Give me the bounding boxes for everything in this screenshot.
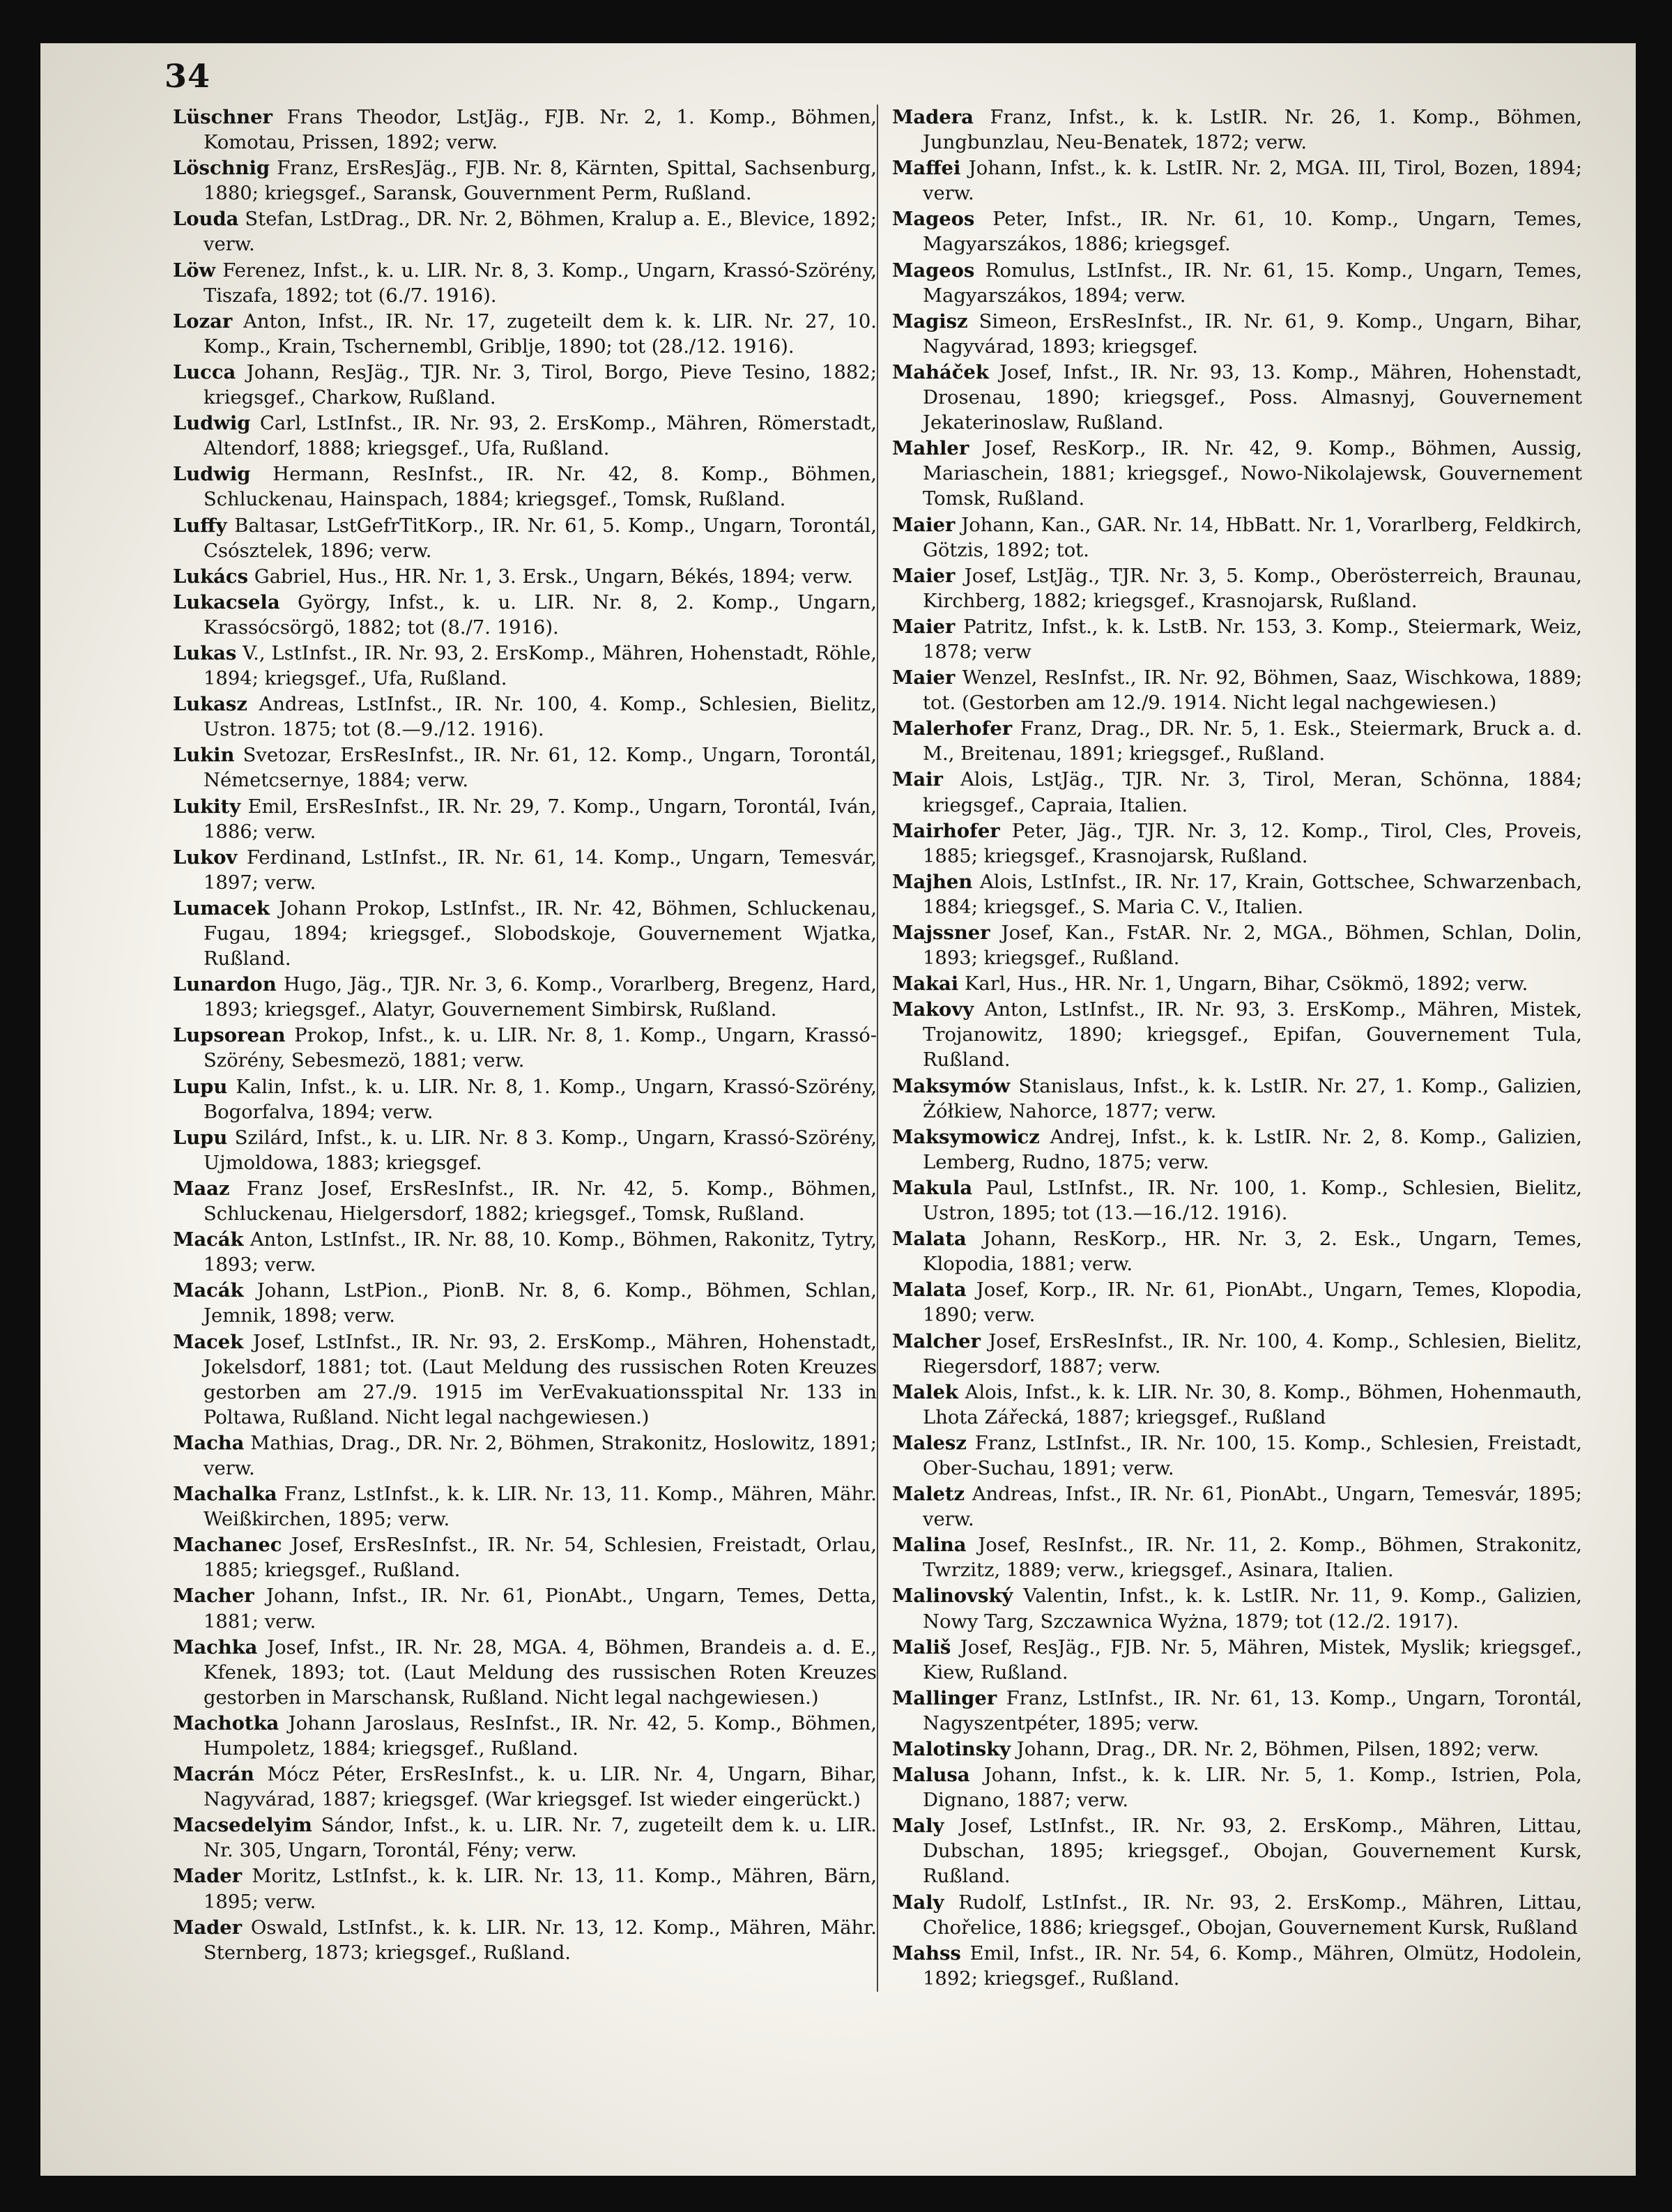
entry-surname: Mageos bbox=[892, 259, 975, 282]
entry-details: Alois, LstInfst., IR. Nr. 17, Krain, Gottschee, Schwarzenbach, 1884; kriegsgef., S. Maria C. V., Italien. bbox=[923, 871, 1582, 918]
entry-surname: Magisz bbox=[892, 310, 968, 333]
list-item bbox=[892, 1329, 1582, 1380]
entry-surname: Löw bbox=[173, 259, 216, 282]
entry-details: Josef, Infst., IR. Nr. 28, MGA. 4, Böhmen, Brandeis a. d. E., Kfenek, 1893; tot. (Laut Meldung des russischen Roten Kreuzes gestorben in Marschansk, Rußland. Nicht legal nachgewiesen.) bbox=[204, 1636, 877, 1709]
entry-surname: Lukity bbox=[173, 795, 241, 818]
entry-details: Romulus, LstInfst., IR. Nr. 61, 15. Komp., Ungarn, Temes, Magyarszákos, 1894; verw. bbox=[923, 259, 1582, 307]
list-item bbox=[892, 614, 1582, 665]
entry-surname: Machalka bbox=[173, 1483, 277, 1506]
entry-details: Sándor, Infst., k. u. LIR. Nr. 7, zugeteilt dem k. u. LIR. Nr. 305, Ungarn, Torontál, Fény; verw. bbox=[204, 1815, 877, 1862]
entry-surname: Machka bbox=[173, 1635, 258, 1658]
entry-surname: Malata bbox=[892, 1279, 967, 1302]
entry-surname: Makai bbox=[892, 972, 959, 996]
list-item bbox=[892, 818, 1582, 869]
list-item bbox=[173, 742, 877, 793]
entry-surname: Lupu bbox=[173, 1075, 228, 1098]
list-item bbox=[173, 513, 877, 564]
entry-details: Emil, ErsResInfst., IR. Nr. 29, 7. Komp., Ungarn, Torontál, Iván, 1886; verw. bbox=[204, 795, 877, 843]
entry-details: György, Infst., k. u. LIR. Nr. 8, 2. Komp., Ungarn, Krassócsörgö, 1882; tot (8./7. 1916). bbox=[204, 591, 877, 639]
entry-surname: Macek bbox=[173, 1330, 244, 1353]
entry-surname: Malata bbox=[892, 1228, 967, 1251]
list-item bbox=[892, 1124, 1582, 1175]
list-item bbox=[892, 1890, 1582, 1941]
list-item bbox=[173, 1481, 877, 1532]
list-item bbox=[173, 258, 877, 309]
entry-details: Mathias, Drag., DR. Nr. 2, Böhmen, Strakonitz, Hoslowitz, 1891; verw. bbox=[204, 1432, 877, 1479]
entry-surname: Lozar bbox=[173, 310, 233, 333]
entry-details: Kalin, Infst., k. u. LIR. Nr. 8, 1. Komp., Ungarn, Krassó-Szörény, Bogorfalva, 1894; verw. bbox=[204, 1076, 877, 1123]
list-item bbox=[892, 1583, 1582, 1634]
entry-surname: Majssner bbox=[892, 922, 990, 944]
entry-details: Hugo, Jäg., TJR. Nr. 3, 6. Komp., Vorarlberg, Bregenz, Hard, 1893; kriegsgef., Alatyr, Gouvernement Simbirsk, Rußland. bbox=[204, 974, 877, 1021]
entry-surname: Macher bbox=[173, 1585, 254, 1608]
entry-details: Johann Prokop, LstInfst., IR. Nr. 42, Böhmen, Schluckenau, Fugau, 1894; kriegsgef., Slobodskoje, Gouvernement Wjatka, Rußland. bbox=[204, 897, 877, 970]
entry-surname: Maksymowicz bbox=[892, 1125, 1040, 1148]
entry-details: Szilárd, Infst., k. u. LIR. Nr. 8 3. Komp., Ungarn, Krassó-Szörény, Ujmoldowa, 1883; kriegsgef. bbox=[204, 1127, 877, 1174]
list-item bbox=[892, 920, 1582, 971]
scan-border-right bbox=[1636, 0, 1672, 2212]
entry-details: Franz, LstInfst., k. k. LIR. Nr. 13, 11. Komp., Mähren, Mähr. Weißkirchen, 1895; verw. bbox=[204, 1483, 877, 1531]
entry-details: Franz Josef, ErsResInfst., IR. Nr. 42, 5. Komp., Böhmen, Schluckenau, Hielgersdorf, 1882; kriegsgef., Tomsk, Rußland. bbox=[204, 1177, 877, 1226]
entry-details: Carl, LstInfst., IR. Nr. 93, 2. ErsKomp., Mähren, Römerstadt, Altendorf, 1888; kriegsgef., Ufa, Rußland. bbox=[204, 413, 877, 460]
list-item bbox=[892, 1686, 1582, 1737]
entry-details: Anton, LstInfst., IR. Nr. 93, 3. ErsKomp., Mähren, Mistek, Trojanowitz, 1890; kriegsgef., Epifan, Gouvernement Tula, Rußland. bbox=[923, 999, 1582, 1071]
entry-details: Simeon, ErsResInfst., IR. Nr. 61, 9. Komp., Ungarn, Bihar, Nagyvárad, 1893; kriegsgef. bbox=[923, 310, 1582, 358]
entry-details: Stanislaus, Infst., k. k. LstIR. Nr. 27, 1. Komp., Galizien, Żółkiew, Nahorce, 1877; verw. bbox=[923, 1075, 1582, 1122]
entry-surname: Maly bbox=[892, 1891, 944, 1914]
list-item bbox=[173, 845, 877, 896]
entry-details: Frans Theodor, LstJäg., FJB. Nr. 2, 1. Komp., Böhmen, Komotau, Prissen, 1892; verw. bbox=[204, 107, 877, 154]
list-item bbox=[173, 1074, 877, 1125]
entry-details: Baltasar, LstGefrTitKorp., IR. Nr. 61, 5. Komp., Ungarn, Torontál, Csósztelek, 1896; verw. bbox=[204, 514, 877, 562]
entry-surname: Louda bbox=[173, 208, 239, 231]
left-column bbox=[173, 105, 877, 1966]
scan-border-top bbox=[0, 0, 1672, 43]
entry-surname: Maly bbox=[892, 1815, 944, 1838]
entry-surname: Malusa bbox=[892, 1764, 970, 1787]
list-item bbox=[892, 1635, 1582, 1686]
entry-surname: Maháček bbox=[892, 360, 989, 383]
list-item bbox=[892, 155, 1582, 206]
entry-details: Stefan, LstDrag., DR. Nr. 2, Böhmen, Kralup a. E., Blevice, 1892; verw. bbox=[204, 208, 877, 256]
entry-details: Josef, ResInfst., IR. Nr. 11, 2. Komp., Böhmen, Strakonitz, Twrzitz, 1889; verw., kriegsgef., Asinara, Italien. bbox=[923, 1534, 1582, 1582]
entry-surname: Lukin bbox=[173, 744, 235, 767]
entry-details: Anton, Infst., IR. Nr. 17, zugeteilt dem k. k. LIR. Nr. 27, 10. Komp., Krain, Tschernembl, Griblje, 1890; tot (28./12. 1916). bbox=[204, 310, 877, 358]
list-item bbox=[173, 1176, 877, 1227]
entry-surname: Maier bbox=[892, 615, 956, 638]
entry-surname: Mageos bbox=[892, 208, 975, 231]
entry-details: Johann, Kan., GAR. Nr. 14, HbBatt. Nr. 1, Vorarlberg, Feldkirch, Götzis, 1892; tot. bbox=[923, 514, 1582, 561]
list-item bbox=[892, 1074, 1582, 1124]
entry-surname: Maier bbox=[892, 666, 956, 689]
list-item bbox=[173, 462, 877, 512]
list-item bbox=[892, 258, 1582, 309]
list-item bbox=[892, 997, 1582, 1073]
entry-details: Karl, Hus., HR. Nr. 1, Ungarn, Bihar, Csökmö, 1892; verw. bbox=[964, 973, 1528, 996]
list-item bbox=[173, 692, 877, 742]
entry-surname: Maaz bbox=[173, 1177, 230, 1200]
entry-surname: Ludwig bbox=[173, 412, 251, 435]
entry-details: Valentin, Infst., k. k. LstIR. Nr. 11, 9. Komp., Galizien, Nowy Targ, Szczawnica Wyżna, 1879; tot (12./2. 1917). bbox=[923, 1585, 1582, 1633]
list-item bbox=[173, 590, 877, 641]
list-item bbox=[892, 309, 1582, 360]
entry-details: Franz, LstInfst., IR. Nr. 61, 13. Komp., Ungarn, Torontál, Nagyszentpéter, 1895; verw. bbox=[923, 1687, 1583, 1734]
entry-details: Josef, ResJäg., FJB. Nr. 5, Mähren, Mistek, Myslik; kriegsgef., Kiew, Rußland. bbox=[923, 1636, 1582, 1684]
list-item bbox=[892, 1380, 1582, 1431]
entry-surname: Macák bbox=[173, 1279, 244, 1302]
entry-details: Josef, Korp., IR. Nr. 61, PionAbt., Ungarn, Temes, Klopodia, 1890; verw. bbox=[923, 1279, 1582, 1327]
entry-surname: Lupu bbox=[173, 1126, 228, 1149]
list-item bbox=[892, 869, 1582, 920]
list-item bbox=[173, 896, 877, 972]
list-item bbox=[173, 1915, 877, 1966]
entry-surname: Mader bbox=[173, 1916, 243, 1939]
entry-details: Josef, ErsResInfst., IR. Nr. 54, Schlesien, Freistadt, Orlau, 1885; kriegsgef., Rußland. bbox=[204, 1534, 877, 1582]
entry-surname: Maletz bbox=[892, 1483, 965, 1506]
entry-details: Josef, LstInfst., IR. Nr. 93, 2. ErsKomp., Mähren, Littau, Dubschan, 1895; kriegsgef., Obojan, Gouvernement Kursk, Rußland. bbox=[923, 1815, 1582, 1888]
entry-details: Johann, Drag., DR. Nr. 2, Böhmen, Pilsen, 1892; verw. bbox=[1016, 1739, 1540, 1760]
entry-details: Alois, Infst., k. k. LIR. Nr. 30, 8. Komp., Böhmen, Hohenmauth, Lhota Zářecká, 1887; kriegsgef., Rußland bbox=[923, 1381, 1582, 1428]
list-item bbox=[892, 971, 1582, 997]
list-item bbox=[173, 794, 877, 845]
entry-surname: Mallinger bbox=[892, 1686, 997, 1709]
list-item bbox=[892, 767, 1582, 818]
list-item bbox=[173, 1635, 877, 1711]
list-item bbox=[173, 1329, 877, 1431]
list-item bbox=[892, 1175, 1582, 1226]
list-item bbox=[892, 716, 1582, 767]
entry-surname: Lukov bbox=[173, 846, 238, 869]
list-item bbox=[892, 1226, 1582, 1277]
entry-details: Andreas, LstInfst., IR. Nr. 100, 4. Komp., Schlesien, Bielitz, Ustron. 1875; tot (8.—9./12. 1916). bbox=[204, 694, 877, 741]
entry-surname: Malcher bbox=[892, 1329, 981, 1352]
entry-surname: Majhen bbox=[892, 870, 973, 893]
list-item bbox=[892, 105, 1582, 155]
entry-surname: Maier bbox=[892, 513, 956, 536]
list-item bbox=[173, 105, 877, 155]
list-item bbox=[892, 1431, 1582, 1481]
list-item bbox=[173, 972, 877, 1023]
entry-details: Peter, Infst., IR. Nr. 61, 10. Komp., Ungarn, Temes, Magyarszákos, 1886; kriegsgef. bbox=[923, 208, 1582, 256]
entry-surname: Maksymów bbox=[892, 1074, 1011, 1097]
list-item bbox=[892, 512, 1582, 563]
list-item bbox=[892, 1762, 1582, 1813]
list-item bbox=[892, 665, 1582, 716]
entry-details: Moritz, LstInfst., k. k. LIR. Nr. 13, 11. Komp., Mähren, Bärn, 1895; verw. bbox=[204, 1866, 877, 1913]
list-item bbox=[173, 1227, 877, 1278]
entry-surname: Löschnig bbox=[173, 157, 270, 180]
entry-details: Johann, Infst., k. k. LstIR. Nr. 2, MGA. III, Tirol, Bozen, 1894; verw. bbox=[923, 158, 1582, 205]
list-item bbox=[173, 1431, 877, 1481]
entry-details: Ferdinand, LstInfst., IR. Nr. 61, 14. Komp., Ungarn, Temesvár, 1897; verw. bbox=[204, 846, 877, 894]
entry-details: Paul, LstInfst., IR. Nr. 100, 1. Komp., Schlesien, Bielitz, Ustron, 1895; tot (13.—16./12. 1916). bbox=[923, 1177, 1582, 1225]
entry-surname: Malerhofer bbox=[892, 717, 1013, 740]
entry-details: Wenzel, ResInfst., IR. Nr. 92, Böhmen, Saaz, Wischkowa, 1889; tot. (Gestorben am 12./9. 1914. Nicht legal nachgewiesen.) bbox=[923, 667, 1582, 715]
entry-surname: Lukács bbox=[173, 565, 248, 588]
list-item bbox=[173, 564, 877, 590]
entry-details: Josef, ResKorp., IR. Nr. 42, 9. Komp., Böhmen, Aussig, Mariaschein, 1881; kriegsgef., Nowo-Nikolajewsk, Gouvernement Tomsk, Rußland. bbox=[923, 438, 1582, 510]
entry-surname: Maffei bbox=[892, 157, 961, 180]
entry-details: Hermann, ResInfst., IR. Nr. 42, 8. Komp., Böhmen, Schluckenau, Hainspach, 1884; kriegsgef., Tomsk, Rußland. bbox=[204, 464, 877, 511]
list-item bbox=[892, 1277, 1582, 1328]
list-item bbox=[173, 1583, 877, 1634]
entry-surname: Mahler bbox=[892, 437, 969, 460]
entry-surname: Mair bbox=[892, 768, 943, 791]
list-item bbox=[173, 309, 877, 360]
entry-surname: Lukas bbox=[173, 641, 237, 664]
entry-surname: Malesz bbox=[892, 1431, 967, 1454]
page-number: 34 bbox=[164, 57, 211, 95]
entry-surname: Luffy bbox=[173, 514, 227, 537]
entry-details: Ferenez, Infst., k. u. LIR. Nr. 8, 3. Komp., Ungarn, Krassó-Szörény, Tiszafa, 1892; tot (6./7. 1916). bbox=[204, 259, 877, 307]
list-item bbox=[173, 1813, 877, 1863]
entry-details: Franz, ErsResJäg., FJB. Nr. 8, Kärnten, Spittal, Sachsenburg, 1880; kriegsgef., Saransk, Gouvernment Perm, Rußland. bbox=[204, 158, 877, 205]
scan-border-bottom bbox=[0, 2176, 1672, 2212]
entry-details: Gabriel, Hus., HR. Nr. 1, 3. Ersk., Ungarn, Békés, 1894; verw. bbox=[254, 565, 854, 588]
entry-details: Prokop, Infst., k. u. LIR. Nr. 8, 1. Komp., Ungarn, Krassó-Szörény, Sebesmezö, 1881; verw. bbox=[204, 1025, 877, 1072]
entry-details: Johann, ResKorp., HR. Nr. 3, 2. Esk., Ungarn, Temes, Klopodia, 1881; verw. bbox=[923, 1228, 1582, 1276]
entry-surname: Malotinsky bbox=[892, 1738, 1011, 1760]
entry-details: V., LstInfst., IR. Nr. 93, 2. ErsKomp., Mähren, Hohenstadt, Röhle, 1894; kriegsgef., Ufa, Rußland. bbox=[204, 642, 877, 690]
entry-details: Svetozar, ErsResInfst., IR. Nr. 61, 12. Komp., Ungarn, Torontál, Németcsernye, 1884; verw. bbox=[204, 745, 877, 792]
entry-surname: Malinovský bbox=[892, 1585, 1013, 1608]
list-item bbox=[173, 641, 877, 692]
list-item bbox=[173, 1762, 877, 1813]
entry-details: Josef, LstInfst., IR. Nr. 93, 2. ErsKomp., Mähren, Hohenstadt, Jokelsdorf, 1881; tot. (Laut Meldung des russischen Roten Kreuzes gestorben am 27./9. 1915 im VerEvakuationsspital Nr. 133 in Poltawa, Rußland. Nicht legal nachgewiesen.) bbox=[204, 1331, 877, 1428]
entry-details: Josef, Kan., FstAR. Nr. 2, MGA., Böhmen, Schlan, Dolin, 1893; kriegsgef., Rußland. bbox=[923, 922, 1582, 970]
entry-surname: Lukacsela bbox=[173, 590, 280, 613]
entry-surname: Maier bbox=[892, 564, 956, 587]
list-item bbox=[892, 206, 1582, 257]
entry-details: Josef, Infst., IR. Nr. 93, 13. Komp., Mähren, Hohenstadt, Drosenau, 1890; kriegsgef., Poss. Almasnyj, Gouvernement Jekaterinoslaw, Rußland. bbox=[923, 361, 1582, 434]
list-item bbox=[892, 563, 1582, 614]
entry-details: Johann Jaroslaus, ResInfst., IR. Nr. 42, 5. Komp., Böhmen, Humpoletz, 1884; kriegsgef., Rußland. bbox=[204, 1712, 877, 1760]
entry-surname: Makovy bbox=[892, 998, 974, 1021]
entry-details: Andrej, Infst., k. k. LstIR. Nr. 2, 8. Komp., Galizien, Lemberg, Rudno, 1875; verw. bbox=[923, 1126, 1582, 1173]
list-item bbox=[892, 1737, 1582, 1762]
entry-details: Johann, ResJäg., TJR. Nr. 3, Tirol, Borgo, Pieve Tesino, 1882; kriegsgef., Charkow, Rußland. bbox=[204, 361, 877, 409]
entry-details: Johann, LstPion., PionB. Nr. 8, 6. Komp., Böhmen, Schlan, Jemnik, 1898; verw. bbox=[204, 1280, 877, 1327]
list-item bbox=[173, 360, 877, 411]
entry-surname: Malek bbox=[892, 1380, 958, 1403]
entry-details: Johann, Infst., IR. Nr. 61, PionAbt., Ungarn, Temes, Detta, 1881; verw. bbox=[204, 1585, 877, 1633]
entry-details: Johann, Infst., k. k. LIR. Nr. 5, 1. Komp., Istrien, Pola, Dignano, 1887; verw. bbox=[923, 1764, 1582, 1812]
right-column bbox=[877, 105, 1582, 1992]
entry-surname: Ludwig bbox=[173, 463, 251, 486]
entry-details: Mócz Péter, ErsResInfst., k. u. LIR. Nr. 4, Ungarn, Bihar, Nagyvárad, 1887; kriegsgef. (War kriegsgef. Ist wieder eingerückt.) bbox=[204, 1764, 877, 1811]
list-item bbox=[892, 1532, 1582, 1583]
entry-details: Anton, LstInfst., IR. Nr. 88, 10. Komp., Böhmen, Rakonitz, Tytry, 1893; verw. bbox=[204, 1229, 877, 1276]
list-item bbox=[173, 1532, 877, 1583]
entry-details: Rudolf, LstInfst., IR. Nr. 93, 2. ErsKomp., Mähren, Littau, Chořelice, 1886; kriegsgef., Obojan, Gouvernement Kursk, Rußland bbox=[923, 1891, 1582, 1939]
list-item bbox=[892, 1813, 1582, 1889]
entry-surname: Lumacek bbox=[173, 897, 270, 920]
list-item bbox=[892, 360, 1582, 436]
entry-surname: Macsedelyim bbox=[173, 1814, 312, 1837]
scan-border-left bbox=[0, 0, 40, 2212]
list-item bbox=[173, 206, 877, 257]
entry-surname: Macha bbox=[173, 1431, 245, 1454]
list-item bbox=[173, 1711, 877, 1762]
entry-surname: Lüschner bbox=[173, 106, 273, 128]
entry-surname: Madera bbox=[892, 106, 974, 128]
list-item bbox=[173, 1863, 877, 1914]
entry-details: Oswald, LstInfst., k. k. LIR. Nr. 13, 12. Komp., Mähren, Mähr. Sternberg, 1873; kriegsgef., Rußland. bbox=[204, 1916, 877, 1964]
list-item bbox=[173, 155, 877, 206]
entry-surname: Lucca bbox=[173, 360, 236, 383]
entry-details: Josef, LstJäg., TJR. Nr. 3, 5. Komp., Oberösterreich, Braunau, Kirchberg, 1882; kriegsgef., Krasnojarsk, Rußland. bbox=[923, 565, 1583, 612]
entry-surname: Mahss bbox=[892, 1942, 961, 1965]
entry-surname: Malina bbox=[892, 1534, 967, 1557]
entry-surname: Lunardon bbox=[173, 973, 277, 996]
entry-details: Andreas, Infst., IR. Nr. 61, PionAbt., Ungarn, Temesvár, 1895; verw. bbox=[923, 1483, 1582, 1531]
list-item bbox=[892, 1481, 1582, 1532]
list-item bbox=[892, 1941, 1582, 1992]
entry-details: Peter, Jäg., TJR. Nr. 3, 12. Komp., Tirol, Cles, Proveis, 1885; kriegsgef., Krasnojarsk, Rußland. bbox=[923, 820, 1582, 867]
list-item bbox=[173, 411, 877, 462]
list-item bbox=[892, 436, 1582, 512]
entry-surname: Mališ bbox=[892, 1635, 951, 1658]
entry-details: Franz, Drag., DR. Nr. 5, 1. Esk., Steiermark, Bruck a. d. M., Breitenau, 1891; kriegsgef., Rußland. bbox=[923, 718, 1582, 765]
entry-details: Alois, LstJäg., TJR. Nr. 3, Tirol, Meran, Schönna, 1884; kriegsgef., Capraia, Italien. bbox=[923, 769, 1582, 816]
entry-surname: Lupsorean bbox=[173, 1024, 286, 1047]
list-item bbox=[173, 1023, 877, 1074]
entry-surname: Machanec bbox=[173, 1534, 282, 1557]
entry-surname: Mairhofer bbox=[892, 819, 1000, 842]
entry-surname: Makula bbox=[892, 1176, 973, 1199]
entry-details: Emil, Infst., IR. Nr. 54, 6. Komp., Mähren, Olmütz, Hodolein, 1892; kriegsgef., Rußland. bbox=[923, 1942, 1582, 1990]
entry-details: Josef, ErsResInfst., IR. Nr. 100, 4. Komp., Schlesien, Bielitz, Riegersdorf, 1887; verw. bbox=[923, 1330, 1582, 1378]
entry-details: Franz, LstInfst., IR. Nr. 100, 15. Komp., Schlesien, Freistadt, Ober-Suchau, 1891; verw. bbox=[923, 1432, 1582, 1479]
list-item bbox=[173, 1278, 877, 1329]
entry-surname: Mader bbox=[173, 1865, 243, 1888]
entry-details: Patritz, Infst., k. k. LstB. Nr. 153, 3. Komp., Steiermark, Weiz, 1878; verw bbox=[923, 616, 1582, 663]
entry-surname: Macák bbox=[173, 1228, 244, 1251]
entry-surname: Macrán bbox=[173, 1763, 254, 1786]
entry-details: Franz, Infst., k. k. LstIR. Nr. 26, 1. Komp., Böhmen, Jungbunzlau, Neu-Benatek, 1872; verw. bbox=[923, 107, 1582, 154]
entry-surname: Machotka bbox=[173, 1711, 279, 1734]
list-item bbox=[173, 1125, 877, 1176]
entry-surname: Lukasz bbox=[173, 693, 247, 716]
